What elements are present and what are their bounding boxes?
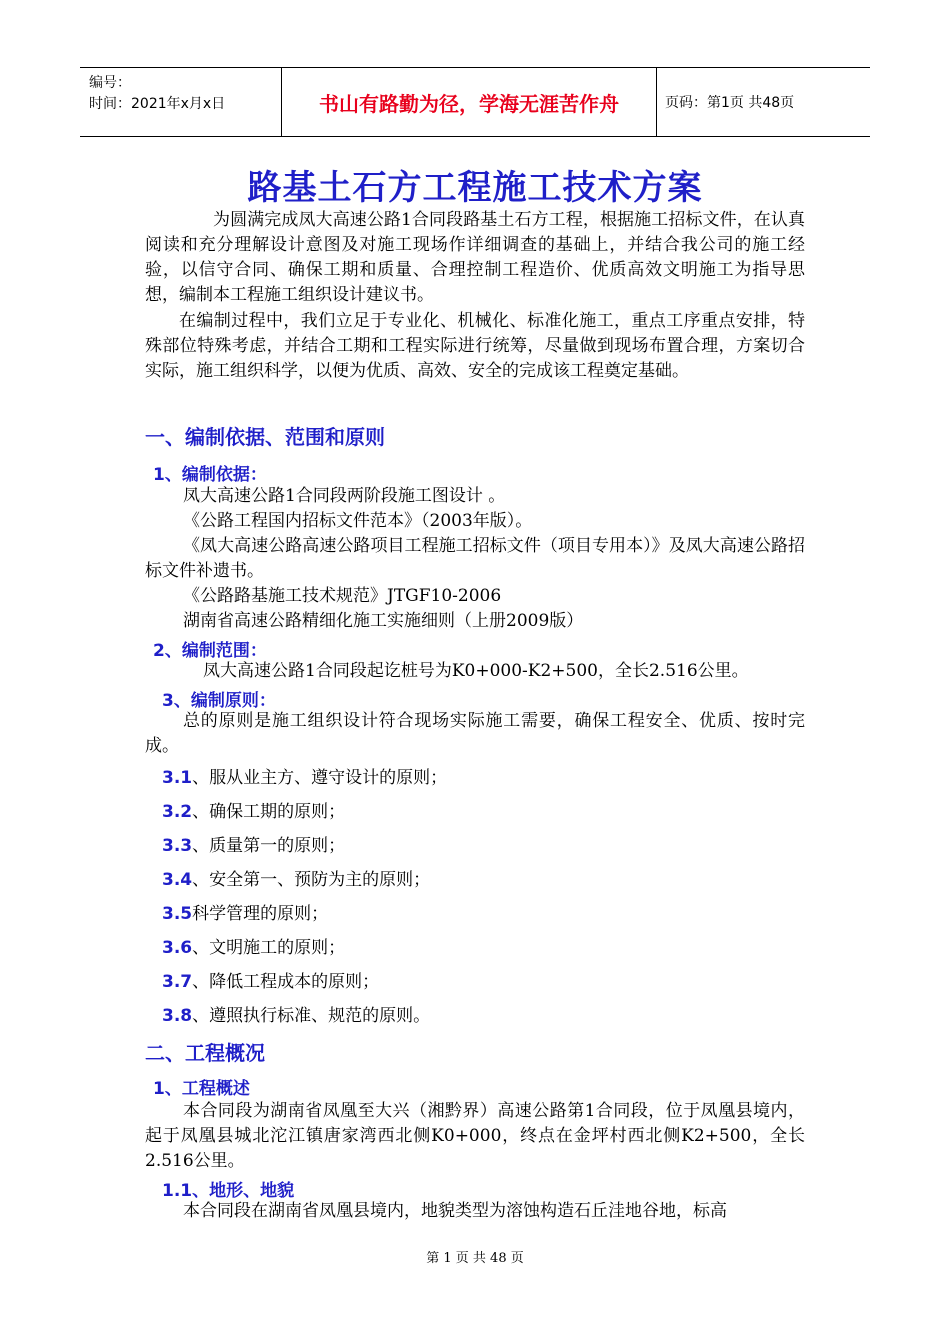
section-2-heading: 二、工程概况 <box>145 1041 265 1065</box>
principle-item-6: 3.6、文明施工的原则； <box>162 938 346 958</box>
basis-heading: 1、编制依据： <box>153 465 267 485</box>
page-footer: 第 1 页 共 48 页 <box>426 1251 524 1266</box>
principle-item-2: 3.2、确保工期的原则； <box>162 802 346 822</box>
principle-item-5: 3.5科学管理的原则； <box>162 904 329 924</box>
header-motto: 书山有路勤为径，学海无涯苦作舟 <box>282 68 657 136</box>
principle-text: 总的原则是施工组织设计符合现场实际施工需要，确保工程安全、优质、按时完成。 <box>145 711 805 756</box>
basis-item-4: 《公路路基施工技术规范》JTGF10-2006 <box>183 586 502 606</box>
section-1-heading: 一、编制依据、范围和原则 <box>145 425 385 449</box>
principle-item-3: 3.3、质量第一的原则； <box>162 836 346 856</box>
scope-heading: 2、编制范围： <box>153 641 267 661</box>
principle-item-1: 3.1、服从业主方、遵守设计的原则； <box>162 768 448 788</box>
header-page-info: 页码：第1页 共48页 <box>665 95 795 111</box>
document-title: 路基土石方工程施工技术方案 <box>247 168 703 208</box>
terrain-text: 本合同段在湖南省凤凰县境内，地貌类型为溶蚀构造石丘洼地谷地，标高 <box>183 1201 727 1221</box>
doc-number-label: 编号： <box>89 75 131 91</box>
basis-item-2: 《公路工程国内招标文件范本》（2003年版）。 <box>183 511 533 531</box>
principle-heading: 3、编制原则： <box>162 691 276 711</box>
principle-item-7: 3.7、降低工程成本的原则； <box>162 972 380 992</box>
basis-item-3: 《凤大高速公路高速公路项目工程施工招标文件（项目专用本）》及凤大高速公路招标文件补遗书。 <box>145 536 805 581</box>
principle-item-8: 3.8、遵照执行标准、规范的原则。 <box>162 1006 431 1026</box>
scope-text: 凤大高速公路1合同段起讫桩号为K0+000-K2+500，全长2.516公里。 <box>203 661 749 681</box>
overview-heading: 1、工程概述 <box>153 1079 250 1099</box>
doc-time-label: 时间：2021年x月x日 <box>89 96 226 112</box>
header-meta <box>80 68 282 136</box>
terrain-heading: 1.1、地形、地貌 <box>162 1181 295 1201</box>
overview-text: 本合同段为湖南省凤凰至大兴（湘黔界）高速公路第1合同段，位于凤凰县境内，起于凤凰县城北沱江镇唐家湾西北侧K0+000，终点在金坪村西北侧K2+500，全长2.516公里。 <box>145 1101 805 1171</box>
intro-paragraph-2: 在编制过程中，我们立足于专业化、机械化、标准化施工，重点工序重点安排，特殊部位特殊考虑，并结合工期和工程实际进行统筹，尽量做到现场布置合理，方案切合实际，施工组织科学，以便为优质、高效、安全的完成该工程奠定基础。 <box>145 311 805 381</box>
basis-item-5: 湖南省高速公路精细化施工实施细则（上册2009版） <box>183 611 584 631</box>
page-header <box>80 67 870 137</box>
intro-paragraph-1: 为圆满完成凤大高速公路1合同段路基土石方工程，根据施工招标文件，在认真阅读和充分理解设计意图及对施工现场作详细调查的基础上，并结合我公司的施工经验，以信守合同、确保工期和质量、合理控制工程造价、优质高效文明施工为指导思想，编制本工程施工组织设计建议书。 <box>145 210 805 305</box>
principle-item-4: 3.4、安全第一、预防为主的原则； <box>162 870 431 890</box>
basis-item-1: 凤大高速公路1合同段两阶段施工图设计 。 <box>183 486 506 506</box>
